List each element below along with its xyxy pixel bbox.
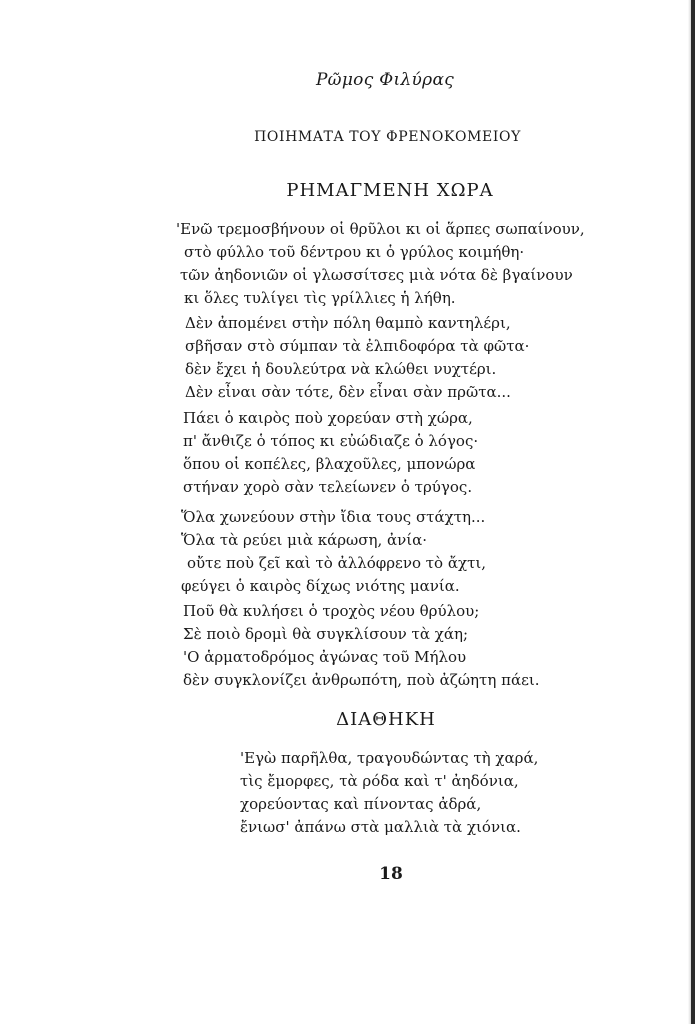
verse-line: 'Ο ἁρματοδρόμος ἀγώνας τοῦ Μήλου (183, 648, 467, 666)
stanza (176, 218, 585, 310)
verse-line: Σὲ ποιὸ δρομὶ θὰ συγκλίσουν τὰ χάη; (183, 625, 469, 643)
verse-line: στήναν χορὸ σὰν τελείωνεν ὁ τρύγος. (183, 478, 473, 496)
verse-line: Δὲν εἶναι σὰν τότε, δὲν εἶναι σὰν πρῶτα... (185, 383, 511, 401)
verse-line: χορεύοντας καὶ πίνοντας ἀδρά, (240, 795, 482, 813)
verse-line: Ποῦ θὰ κυλήσει ὁ τροχὸς νέου θρύλου; (183, 602, 480, 620)
stanza (183, 600, 540, 692)
verse-line: 'Εγὼ παρῆλθα, τραγουδώντας τὴ χαρά, (240, 749, 539, 767)
verse-line: δὲν συγκλονίζει ἀνθρωπότη, ποὺ ἀζώητη πάει. (183, 671, 540, 689)
poem-title: ΡΗΜΑΓΜΕΝΗ ΧΩΡΑ (286, 180, 494, 201)
verse-line: π' ἄνθιζε ὁ τόπος κι εὐώδιαζε ὁ λόγος· (183, 432, 479, 450)
verse-line: στὸ φύλλο τοῦ δέντρου κι ὁ γρύλος κοιμήθη· (184, 243, 525, 261)
verse-line: Δὲν ἀπομένει στὴν πόλη θαμπὸ καντηλέρι, (185, 314, 511, 332)
verse-line: Πάει ὁ καιρὸς ποὺ χορεύαν στὴ χώρα, (183, 409, 473, 427)
verse-line: ἔνιωσ' ἀπάνω στὰ μαλλιὰ τὰ χιόνια. (240, 818, 521, 836)
verse-line: σβῆσαν στὸ σύμπαν τὰ ἐλπιδοφόρα τὰ φῶτα· (185, 337, 530, 355)
verse-line: οὔτε ποὺ ζεῖ καὶ τὸ ἀλλόφρενο τὸ ἄχτι, (187, 554, 487, 572)
poem-title: ΔΙΑΘΗΚΗ (336, 709, 436, 730)
verse-line: Ὅλα τὰ ρεύει μιὰ κάρωση, ἀνία· (181, 531, 428, 549)
verse-line: Ὅλα χωνεύουν στὴν ἴδια τους στάχτη... (181, 508, 486, 526)
verse-line: τῶν ἀηδονιῶν οἱ γλωσσίτσες μιὰ νότα δὲ βγαίνουν (180, 266, 573, 284)
verse-line: τὶς ἔμορφες, τὰ ρόδα καὶ τ' ἀηδόνια, (240, 772, 519, 790)
stanza (183, 407, 478, 499)
verse-line: 'Ενῶ τρεμοσβήνουν οἱ θρῦλοι κι οἱ ἅρπες σωπαίνουν, (176, 220, 585, 238)
collection-title: ΠΟΙΗΜΑΤΑ ΤΟΥ ΦΡΕΝΟΚΟΜΕΙΟΥ (254, 129, 521, 145)
author-name: Ρῶμος Φιλύρας (315, 70, 455, 90)
page-number: 18 (379, 864, 403, 884)
verse-line: φεύγει ὁ καιρὸς δίχως νιότης μανία. (181, 577, 460, 595)
verse-line: ὅπου οἱ κοπέλες, βλαχοῦλες, μπονώρα (183, 455, 476, 473)
stanza (240, 747, 538, 839)
stanza (185, 312, 529, 404)
verse-line: δὲν ἔχει ἡ δουλεύτρα νὰ κλώθει νυχτέρι. (185, 360, 497, 378)
verse-line: κι ὅλες τυλίγει τὶς γρίλλιες ἡ λήθη. (184, 289, 456, 307)
stanza (181, 506, 486, 598)
